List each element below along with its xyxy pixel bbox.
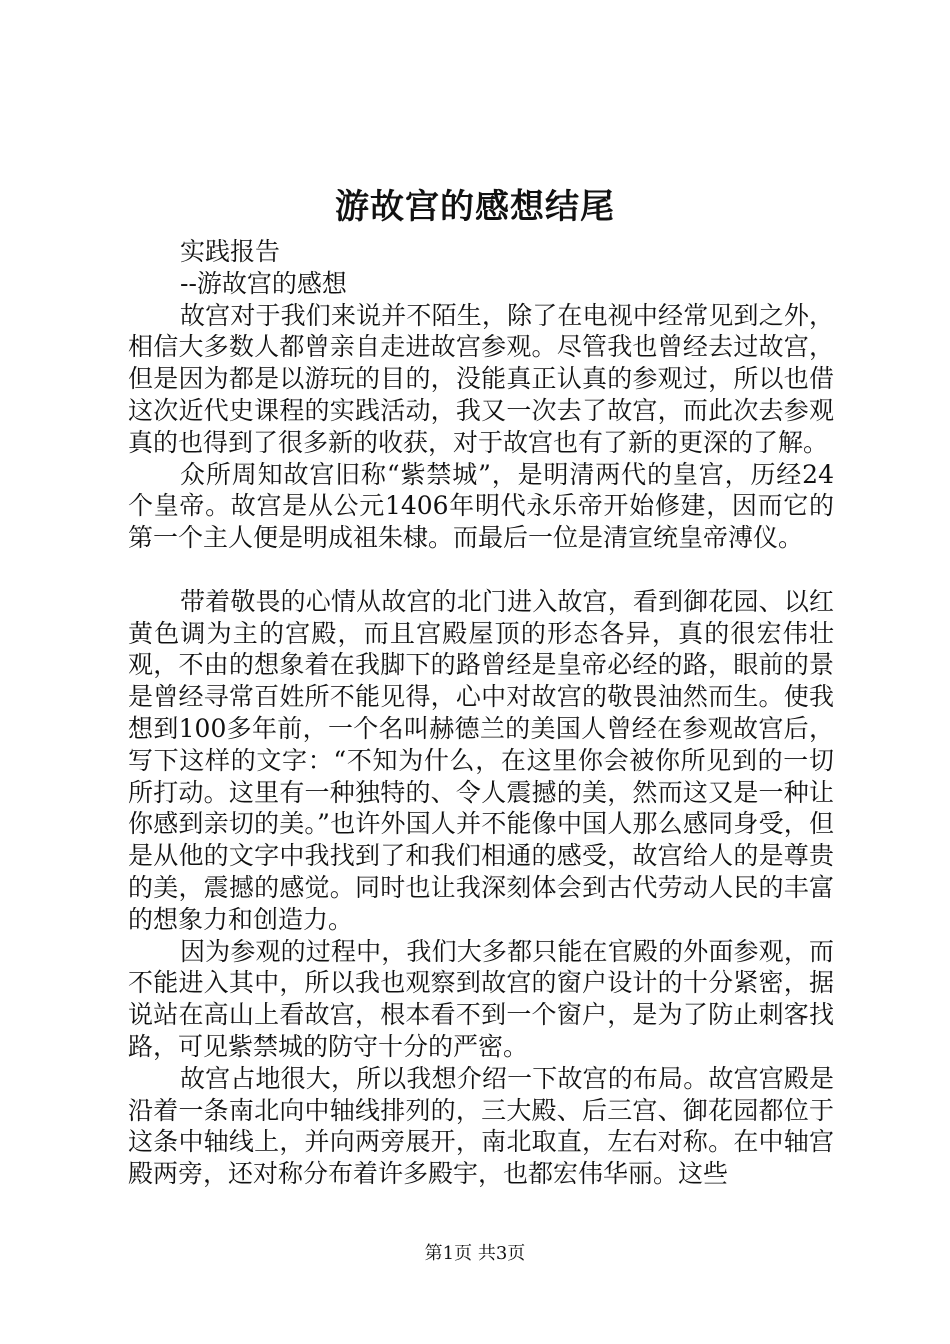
paragraph-gap [128, 554, 834, 586]
paragraph-1: 故宫对于我们来说并不陌生，除了在电视中经常见到之外，相信大多数人都曾亲自走进故宫参观。尽管我也曾经去过故宫，但是因为都是以游玩的目的，没能真正认真的参观过，所以也借这次近代史课程的实践活动，我又一次去了故宫，而此次去参观真的也得到了很多新的收获，对于故宫也有了新的更深的了解。 [128, 300, 834, 457]
paragraph-3: 带着敬畏的心情从故宫的北门进入故宫，看到御花园、以红黄色调为主的宫殿，而且宫殿屋顶的形态各异，真的很宏伟壮观，不由的想象着在我脚下的路曾经是皇帝必经的路，眼前的景是曾经寻常百姓所不能见得，心中对故宫的敬畏油然而生。使我想到100多年前，一个名叫赫德兰的美国人曾经在参观故宫后，写下这样的文字：“不知为什么，在这里你会被你所见到的一切所打动。这里有一种独特的、令人震撼的美，然而这又是一种让你感到亲切的美。”也许外国人并不能像中国人那么感同身受，但是从他的文字中我找到了和我们相通的感受，故宫给人的是尊贵的美，震撼的感觉。同时也让我深刻体会到古代劳动人民的丰富的想象力和创造力。 [128, 586, 834, 934]
paragraph-2: 众所周知故宫旧称“紫禁城”，是明清两代的皇宫，历经24个皇帝。故宫是从公元1406年明代永乐帝开始修建，因而它的第一个主人便是明成祖朱棣。而最后一位是清宣统皇帝溥仪。 [128, 459, 834, 553]
document-title: 游故宫的感想结尾 [335, 187, 615, 227]
page-footer: 第1页 共3页 [424, 1243, 526, 1264]
paragraph-5: 故宫占地很大，所以我想介绍一下故宫的布局。故宫宫殿是沿着一条南北向中轴线排列的，三大殿、后三宫、御花园都位于这条中轴线上，并向两旁展开，南北取直，左右对称。在中轴宫殿两旁，还对称分布着许多殿宇，也都宏伟华丽。这些 [128, 1063, 834, 1189]
report-label: 实践报告 [180, 237, 281, 266]
paragraph-4: 因为参观的过程中，我们大多都只能在官殿的外面参观，而不能进入其中，所以我也观察到故宫的窗户设计的十分紧密，据说站在高山上看故宫，根本看不到一个窗户，是为了防止刺客找路，可见紫禁城的防守十分的严密。 [128, 936, 834, 1061]
document-body [128, 236, 834, 1190]
report-subtitle: --游故宫的感想 [180, 268, 347, 298]
